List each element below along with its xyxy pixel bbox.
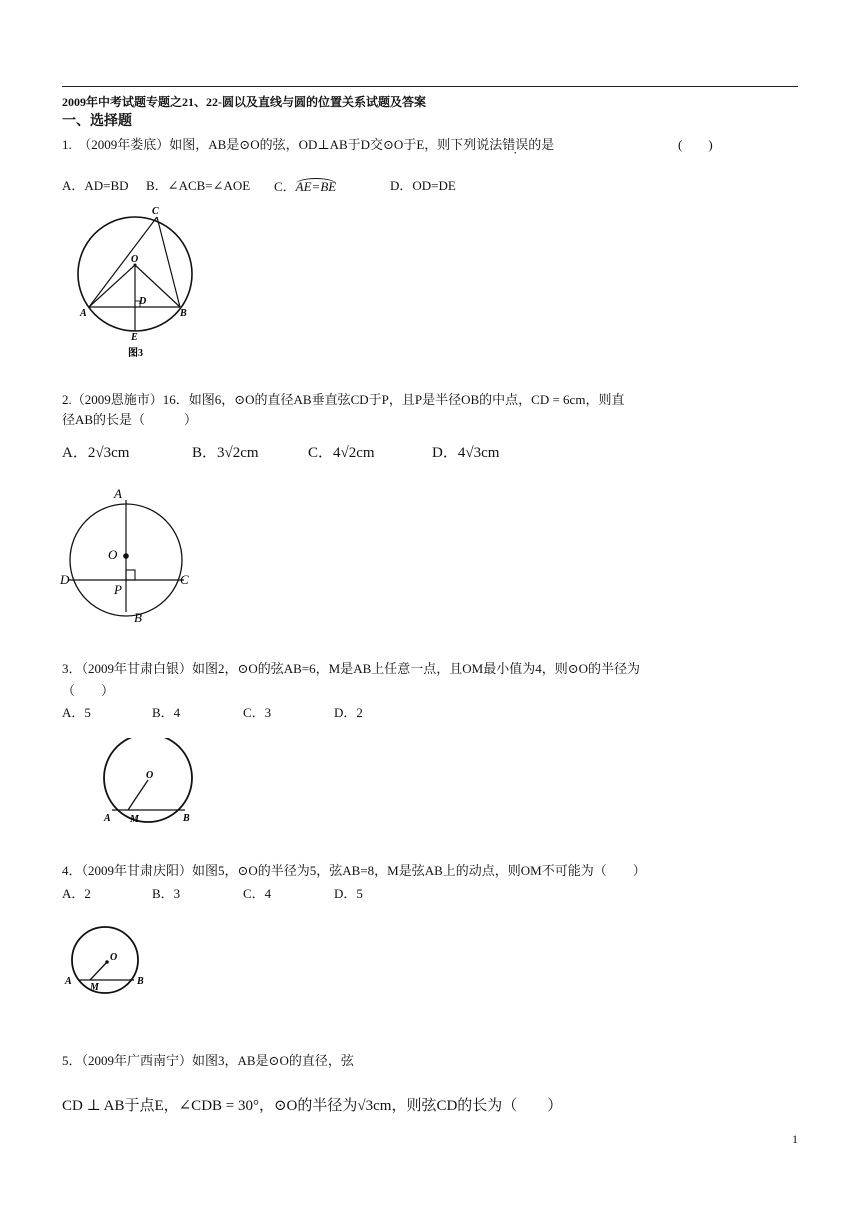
- q2-label-a: A: [114, 486, 122, 501]
- q1-option-d: D．OD=DE: [390, 178, 456, 193]
- q3-label-b: B: [183, 813, 190, 824]
- q4-label-a: A: [65, 976, 72, 987]
- q3-label-o: O: [146, 770, 154, 781]
- q1-figure-caption: 图3: [128, 348, 143, 359]
- q1-option-a: A．AD=BD: [62, 178, 129, 193]
- section-title: 一、选择题: [62, 114, 132, 129]
- q2-label-d: D: [60, 572, 70, 587]
- q4-option-c: C．4: [243, 886, 272, 901]
- q2-line1: 2.（2009恩施市）16．如图6，⊙O的直径AB垂直弦CD于P，且P是半径OB的中点，CD = 6cm，则直: [62, 392, 625, 407]
- q1-label-a: A: [80, 308, 87, 319]
- q3-label-a: A: [104, 813, 111, 824]
- q1-label-d: D: [139, 296, 147, 307]
- q4-label-o: O: [110, 952, 118, 963]
- q1-label-b: B: [180, 308, 187, 319]
- q3-figure: [100, 738, 200, 828]
- q2-option-a: A．2√3cm: [62, 445, 130, 461]
- q3-option-a: A．5: [62, 705, 91, 720]
- q2-label-b: B: [134, 610, 142, 625]
- q4-figure: [62, 922, 158, 1002]
- q5-line2: CD ⊥ AB于点E，∠CDB = 30°，⊙O的半径为√3cm，则弦CD的长为（ ）: [62, 1098, 563, 1114]
- header-rule: [62, 86, 798, 87]
- q3-option-d: D．2: [334, 705, 363, 720]
- q3-label-m: M: [130, 814, 139, 825]
- q3-line2: （ ）: [62, 683, 115, 698]
- q1-label-o: O: [131, 254, 139, 265]
- q1-label-c: C: [152, 206, 159, 217]
- q2-line2: 径AB的长是（ ）: [62, 412, 198, 427]
- q1-stem: 1. （2009年娄底）如图，AB是⊙O的弦，OD⊥AB于D交⊙O于E，则下列说法错误的是: [62, 137, 555, 152]
- q2-option-b: B．3√2cm: [192, 445, 259, 461]
- q4-option-b: B．3: [152, 886, 181, 901]
- q3-option-b: B．4: [152, 705, 181, 720]
- q1-paren: ( ): [678, 137, 713, 152]
- q1-label-e: E: [131, 332, 138, 343]
- q2-figure: [58, 484, 208, 630]
- q4-line1: 4．（2009年甘肃庆阳）如图5，⊙O的半径为5，弦AB=8，M是弦AB上的动点，则OM不可能为（ ）: [62, 863, 646, 878]
- q4-label-b: B: [137, 976, 144, 987]
- page-number: 1: [792, 1132, 798, 1146]
- doc-title: 2009年中考试题专题之21、22-圆以及直线与圆的位置关系试题及答案: [62, 95, 426, 109]
- q5-line1: 5．（2009年广西南宁）如图3，AB是⊙O的直径，弦: [62, 1053, 354, 1068]
- q3-option-c: C．3: [243, 705, 272, 720]
- q1-figure: [72, 200, 202, 360]
- q3-line1: 3．（2009年甘肃白银）如图2，⊙O的弦AB=6，M是AB上任意一点，且OM最小值为4，则⊙O的半径为: [62, 661, 641, 676]
- q2-label-o: O: [108, 547, 118, 562]
- q2-label-c: C: [180, 572, 189, 587]
- q4-option-a: A．2: [62, 886, 91, 901]
- q1-option-b: B．∠ACB=∠AOE: [146, 178, 251, 193]
- q2-option-d: D．4√3cm: [432, 445, 500, 461]
- q2-option-c: C．4√2cm: [308, 445, 375, 461]
- q2-label-p: P: [114, 582, 122, 597]
- q4-label-m: M: [90, 982, 99, 993]
- q4-option-d: D．5: [334, 886, 363, 901]
- q1-option-c: C．AE=BE: [274, 179, 337, 194]
